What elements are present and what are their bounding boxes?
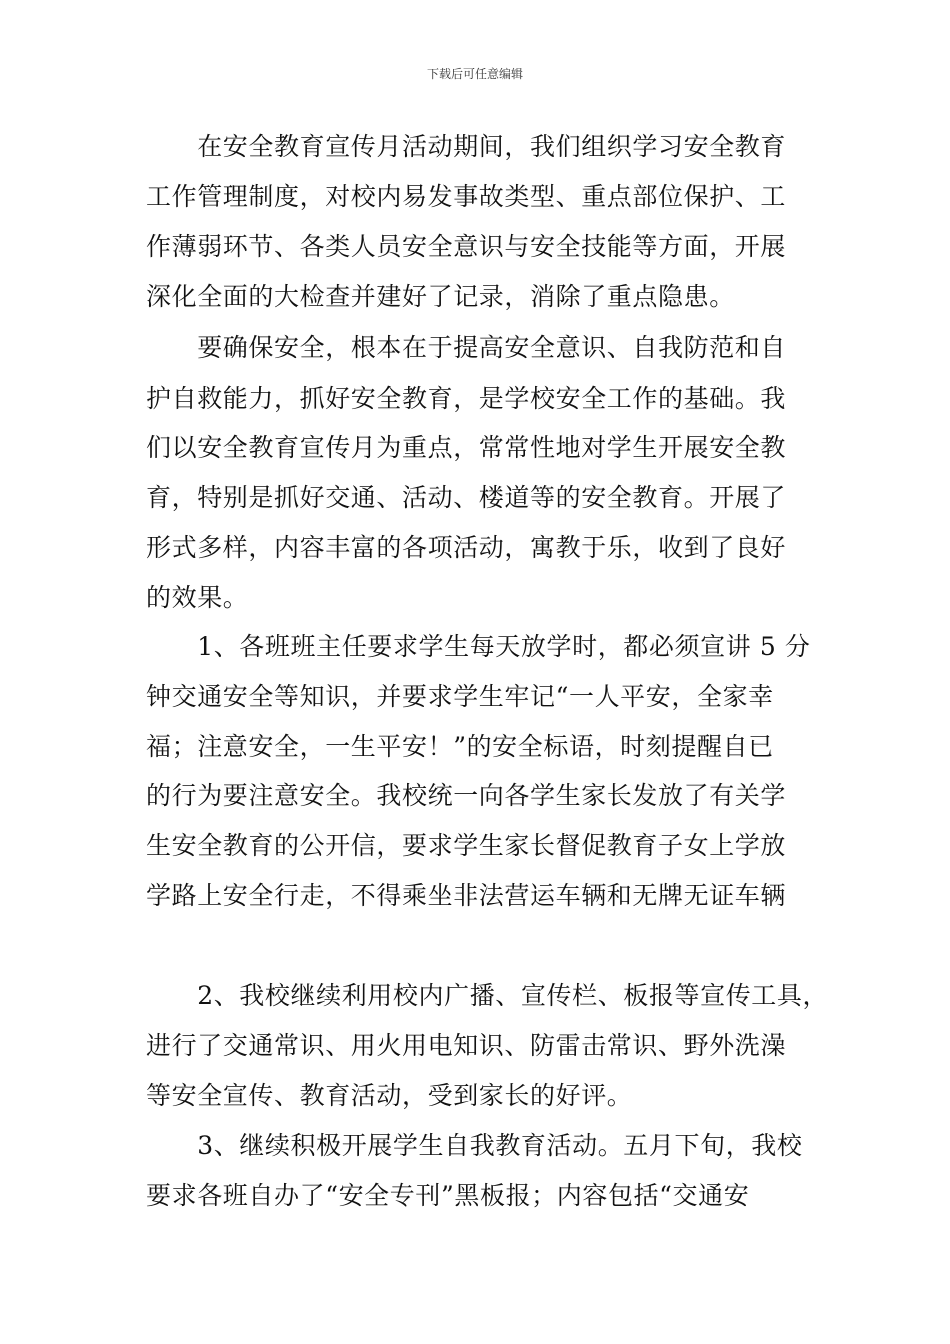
text-line: 在安全教育宣传月活动期间，我们组织学习安全教育 [146, 132, 787, 161]
page-header: 下载后可任意编辑 [426, 67, 523, 81]
text-line: 要求各班自办了“安全专刊”黑板报；内容包括“交通安 [146, 1181, 750, 1210]
text-line: 1、各班班主任要求学生每天放学时，都必须宣讲 5 分 [146, 632, 811, 661]
text-line: 工作管理制度，对校内易发事故类型、重点部位保护、工 [146, 182, 787, 211]
text-line: 们以安全教育宣传月为重点，常常性地对学生开展安全教 [146, 433, 787, 462]
text-line: 形式多样，内容丰富的各项活动，寓教于乐，收到了良好 [146, 533, 787, 562]
text-line: 生安全教育的公开信，要求学生家长督促教育子女上学放 [146, 831, 787, 860]
text-line: 学路上安全行走，不得乘坐非法营运车辆和无牌无证车辆 [146, 881, 787, 910]
text-line: 等安全宣传、教育活动，受到家长的好评。 [146, 1081, 633, 1110]
text-line: 的效果。 [146, 583, 249, 612]
text-line: 3、继续积极开展学生自我教育活动。五月下旬，我校 [146, 1131, 803, 1160]
text-line: 作薄弱环节、各类人员安全意识与安全技能等方面，开展 [146, 232, 787, 261]
text-line: 深化全面的大检查并建好了记录，消除了重点隐患。 [146, 282, 735, 311]
text-line: 2、我校继续利用校内广播、宣传栏、板报等宣传工具， [146, 981, 829, 1010]
text-line: 要确保安全，根本在于提高安全意识、自我防范和自 [146, 333, 787, 362]
text-line: 福；注意安全，一生平安！”的安全标语，时刻提醒自已 [146, 732, 774, 761]
text-line: 护自救能力，抓好安全教育，是学校安全工作的基础。我 [146, 384, 787, 413]
text-line: 进行了交通常识、用火用电知识、防雷击常识、野外洗澡 [146, 1031, 787, 1060]
text-line: 钟交通安全等知识，并要求学生牢记“一人平安，全家幸 [146, 682, 774, 711]
text-line: 的行为要注意安全。我校统一向各学生家长发放了有关学 [146, 781, 787, 810]
text-line: 育，特别是抓好交通、活动、楼道等的安全教育。开展了 [146, 483, 787, 512]
